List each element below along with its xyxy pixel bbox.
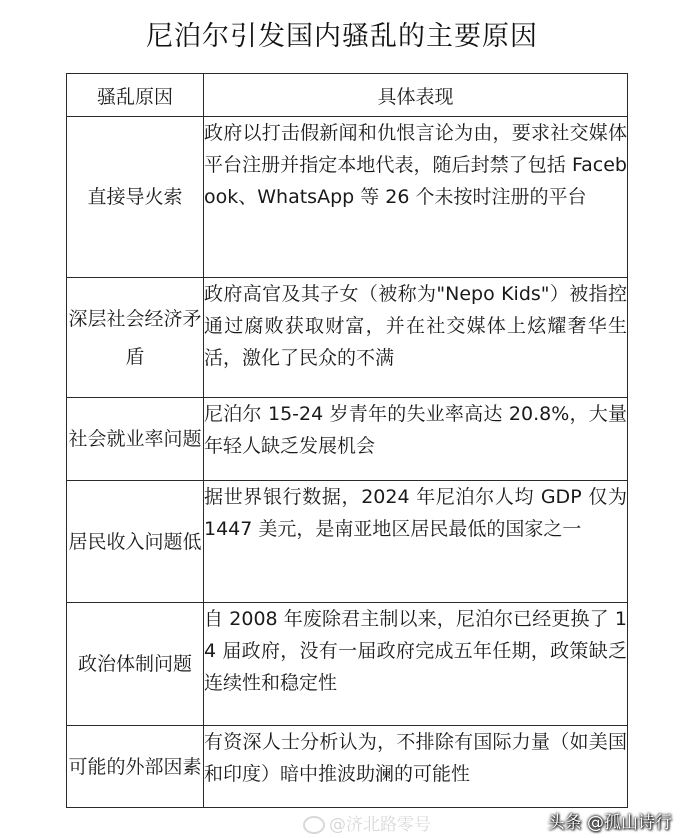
reason-cell: 可能的外部因素 (67, 726, 204, 808)
table-row (67, 117, 628, 278)
weibo-handle: @济北路零号 (329, 815, 431, 835)
detail-cell: 自 2008 年废除君主制以来，尼泊尔已经更换了 14 届政府，没有一届政府完成五年任期，政策缺乏连续性和稳定性 (204, 603, 628, 726)
table-row (67, 278, 628, 398)
table-row (67, 398, 628, 481)
table-header-row (67, 74, 628, 117)
table-row (67, 481, 628, 603)
detail-cell: 尼泊尔 15-24 岁青年的失业率高达 20.8%，大量年轻人缺乏发展机会 (204, 398, 628, 481)
reason-cell: 居民收入问题低 (67, 481, 204, 603)
detail-cell: 据世界银行数据，2024 年尼泊尔人均 GDP 仅为 1447 美元，是南亚地区居民最低的国家之一 (204, 481, 628, 603)
column-header-reason: 骚乱原因 (67, 74, 204, 117)
reasons-table (66, 73, 628, 808)
reason-cell: 政治体制问题 (67, 603, 204, 726)
reason-cell: 深层社会经济矛盾 (67, 278, 204, 398)
weibo-icon (303, 816, 325, 834)
table-row (67, 603, 628, 726)
column-header-detail: 具体表现 (204, 74, 628, 117)
weibo-watermark (303, 810, 431, 835)
reason-cell: 社会就业率问题 (67, 398, 204, 481)
watermark-footer (0, 806, 684, 838)
detail-cell: 政府以打击假新闻和仇恨言论为由，要求社交媒体平台注册并指定本地代表，随后封禁了包括 Facebook、WhatsApp 等 26 个未按时注册的平台 (204, 117, 628, 278)
source-credit: 头条 @孤山诗行 (547, 813, 672, 833)
page-title: 尼泊尔引发国内骚乱的主要原因 (146, 21, 538, 52)
reason-cell: 直接导火索 (67, 117, 204, 278)
table-row (67, 726, 628, 808)
detail-cell: 有资深人士分析认为，不排除有国际力量（如美国和印度）暗中推波助澜的可能性 (204, 726, 628, 808)
detail-cell: 政府高官及其子女（被称为"Nepo Kids"）被指控通过腐败获取财富，并在社交媒体上炫耀奢华生活，激化了民众的不满 (204, 278, 628, 398)
